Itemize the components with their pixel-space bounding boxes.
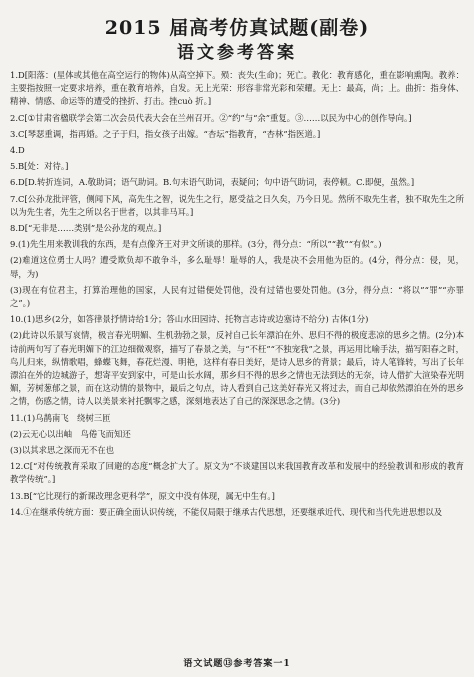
answer-11-2: (2)云无心以出岫 鸟倦飞而知还	[10, 428, 131, 439]
answer-9-3: (3)现在有位君主，打算治理他的国家，人民有过错便处罚他，没有过错也要处罚他。(3分，得分点：“将以”“罪”“亦罪之”。)	[10, 284, 464, 309]
exam-title: 2015 届高考仿真试题(副卷)	[104, 17, 370, 39]
answer-1: 1.D[阳落：(星体或其他在高空运行的物体)从高空掉下。殒：丧失(生命)；死亡。教化：教育感化，重在影响熏陶。教养：主要指按照一定要求培养，重在教育培养，自发。无上光荣：形容非常光彩和荣耀。无上：最高，尚；上。曲折：指身体、精神、情感、命运等的遭受的挫折、打击。挫cuò 折。]	[10, 70, 464, 107]
answer-12: 12.C[“对传统教育采取了回避的态度”概念扩大了。原文为“不谈建国以来我国教育改革和发展中的经验教训和形成的教育教学传统”。]	[10, 461, 464, 485]
answer-10-1: 10.(1)思乡(2分，如答律景抒情诗给1分；答山水田园诗、托物言志诗或边塞诗不给分) 古体(1分)	[10, 314, 369, 325]
answer-9-2: (2)难道这位勇士人吗？遭受欺负却不敢争斗，多么耻辱！耻辱的人，我是决不会用他为臣的。(4分，得分点：侵，见，辱，为)	[10, 255, 464, 279]
answer-9-1: 9.(1)先生用来教训我的东西，是有点像齐王对尹文所谈的那样。(3分，得分点：“所以”“教”“有似”。)	[10, 239, 382, 250]
answer-list	[10, 69, 464, 519]
answer-10-2: (2)此诗以乐景写哀情，极言春光明媚、生机勃勃之景，反衬自己长年漂泊在外、思归不得的极度悲凉的思乡之情。(2分)本诗前两句写了春光明媚下的江边细微观察，描写了春景之美，与“不枉”“不独宠我”之景，再运用比喻手法，描写阳春之时，鸟儿归来，纵情歌唱，蜂蝶飞舞，春花烂漫、明艳，这样有春日美好，是诗人思乡的背景；最后，诗人笔锋转，写出了长年漂泊在外的边城游子，想寄平安到家中，可是山长水阔，那乡归不得的思乡之情也无法到达的无奈，诗人借扩大渲染春光明媚，芳树葱郁之景，而在这动情的景物中，最后之句点，诗人看到自己这美好春光又将过去，而自己却依然漂泊在外的思乡之情，伤感之情，诗人以美景来衬托飘零之感，深刻地表达了自己的深深思念之情。(3分)	[10, 330, 464, 407]
answer-4: 4.D	[10, 145, 25, 156]
answer-key-title: 语文参考答案	[177, 43, 297, 63]
answer-2: 2.C[①甘肃省楹联学会第二次会员代表大会在兰州召开。②“约”与“余”重复。③……以民为中心的创作导向。]	[10, 112, 412, 123]
answer-7: 7.C[公孙龙批评管，侧闻下风，高先生之智，说先生之行，愿受益之日久矣，乃今日见。然所不取先生者，独不取先生之所以为先生者，先生之所以名于世者，以其非马耳。]	[10, 193, 464, 217]
answer-5: 5.B[处：对待。]	[10, 161, 69, 172]
answer-3: 3.C[琴瑟重调，指再婚。之子于归，指女孩子出嫁。“杏坛”指教育，“杏林”指医道。]	[10, 128, 321, 139]
answer-8: 8.D[“无非是……类别”是公孙龙的观点。]	[10, 223, 162, 234]
answer-6: 6.D[D.转折连词，A.敬助词；语气助词。B.句末语气助词，表疑问；句中语气助词，表停顿。C.即便，虽然。]	[10, 177, 415, 188]
answer-11-3: (3)以其求思之深而无不在也	[10, 445, 114, 456]
answer-14: 14.①在继承传统方面：要正确全面认识传统，不能仅局限于继承古代思想，还要继承近代、现代和当代先进思想以及	[10, 506, 443, 517]
answer-13: 13.B[“它比现行的新课改理念更科学”，原文中没有体现，属无中生有。]	[10, 490, 275, 501]
page-footer: 语文试题⑬参考答案一1	[183, 659, 291, 669]
answer-11-1: 11.(1)乌鹊南飞 绕树三匝	[10, 412, 111, 423]
